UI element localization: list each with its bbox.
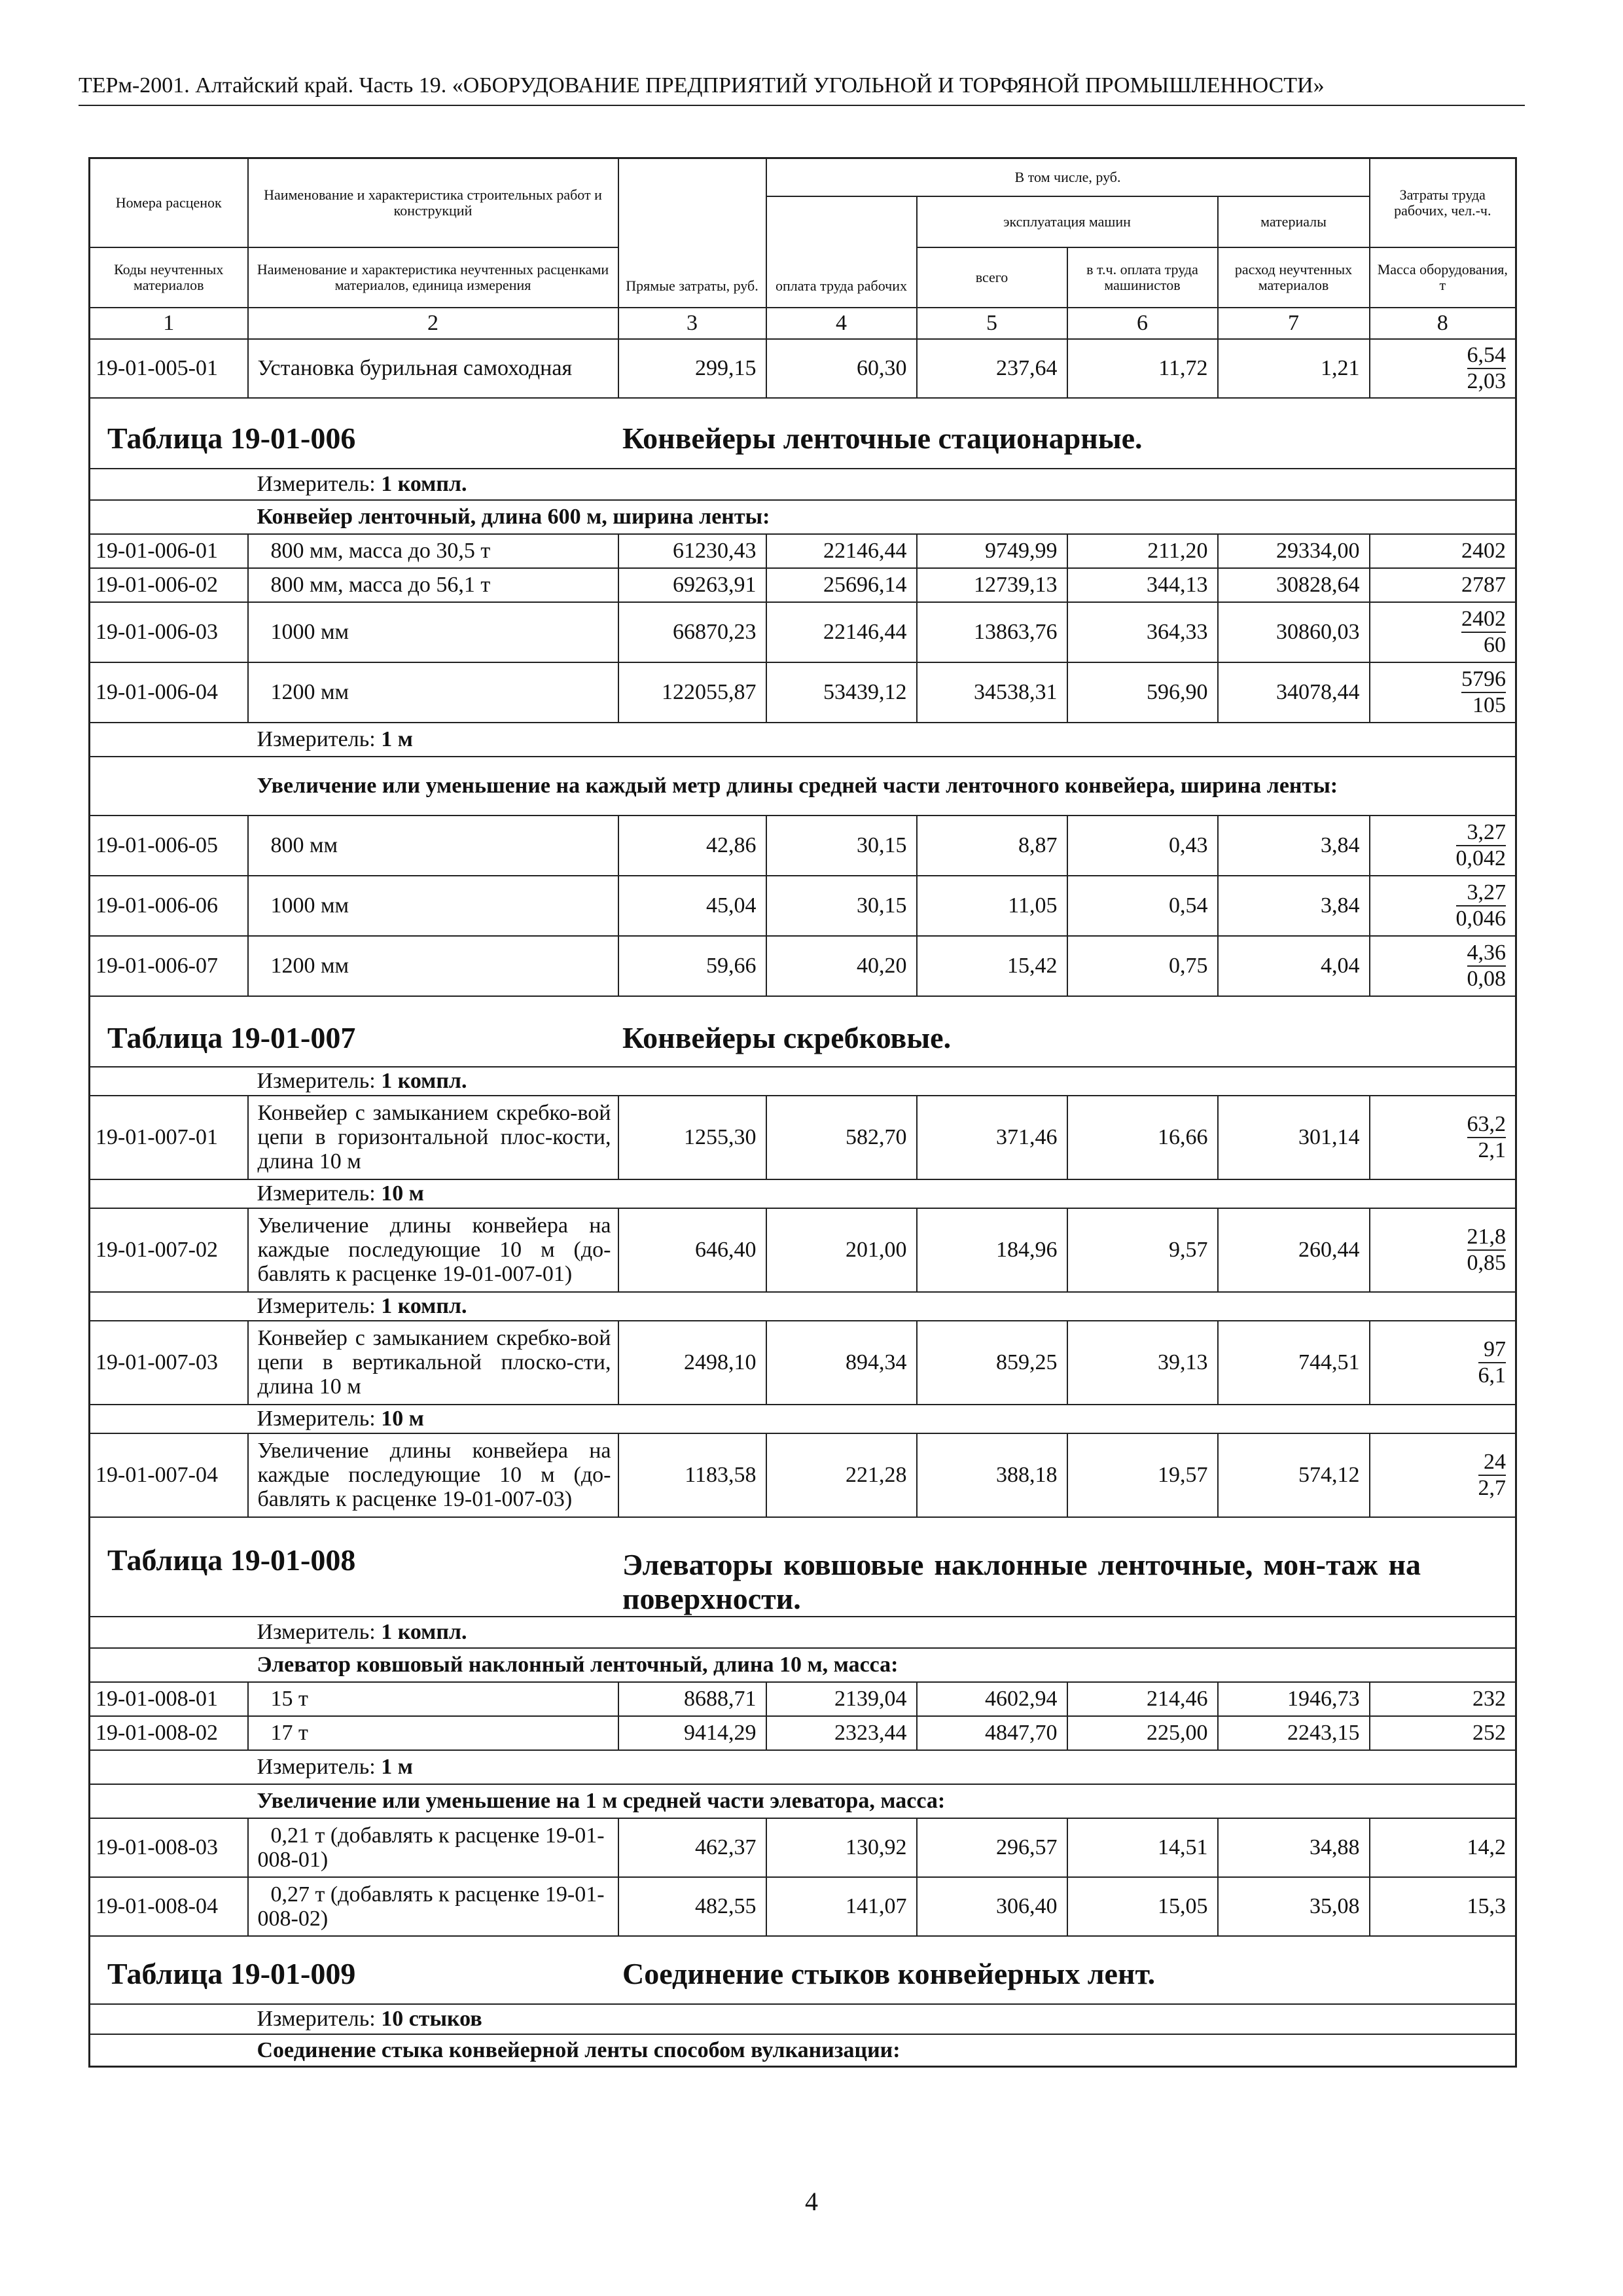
measure-label: Измеритель: <box>257 2007 376 2031</box>
table-row <box>90 876 1516 936</box>
materials: 30828,64 <box>1218 568 1370 602</box>
labor-cost: 2787 <box>1370 568 1516 602</box>
machines-labor: 0,75 <box>1067 936 1218 996</box>
labor-mass-fraction: $\frac{63,2}{2,1}$ <box>1467 1111 1507 1162</box>
col-number: 7 <box>1218 308 1370 339</box>
subheading: Элеватор ковшовый наклонный ленточный, длина 10 м, масса: <box>248 1648 1516 1682</box>
page-number: 4 <box>805 2187 818 2216</box>
machines-total: 859,25 <box>917 1321 1067 1405</box>
labor-pay: 582,70 <box>766 1096 917 1179</box>
machines-labor: 39,13 <box>1067 1321 1218 1405</box>
labor-pay: 2323,44 <box>766 1716 917 1750</box>
col1-top-header: Номера расценок <box>90 158 248 247</box>
rate-code: 19-01-007-03 <box>90 1321 248 1405</box>
rate-name: Конвейер с замыканием скребко-вой цепи в горизонтальной плос-кости, длина 10 м <box>248 1096 618 1179</box>
table-row <box>90 1818 1516 1877</box>
subheading: Соединение стыка конвейерной ленты способом вулканизации: <box>248 2034 1516 2067</box>
materials: 3,84 <box>1218 816 1370 876</box>
direct-cost: 1255,30 <box>618 1096 766 1179</box>
measure-value: 10 стыков <box>381 2007 482 2031</box>
rate-name: 1000 мм <box>248 602 618 662</box>
table-row <box>90 534 1516 568</box>
measure-label: Измеритель: <box>257 472 376 496</box>
table-title: Соединение стыков конвейерных лент. <box>622 1956 1156 1990</box>
materials: 34,88 <box>1218 1818 1370 1877</box>
rate-code: 19-01-007-01 <box>90 1096 248 1179</box>
col2-bottom-header: Наименование и характеристика неучтенных расценками материалов, единица измерения <box>248 247 618 308</box>
labor-mass-fraction: $\frac{24}{2,7}$ <box>1478 1449 1507 1500</box>
rate-code: 19-01-006-02 <box>90 568 248 602</box>
machines-total: 306,40 <box>917 1877 1067 1936</box>
rate-name: 15 т <box>248 1682 618 1716</box>
direct-cost: 9414,29 <box>618 1716 766 1750</box>
table-row <box>90 1096 1516 1179</box>
rate-name: 1200 мм <box>248 662 618 723</box>
measure-value: 10 м <box>381 1407 424 1431</box>
direct-cost: 66870,23 <box>618 602 766 662</box>
labor-cost: 14,2 <box>1370 1818 1516 1877</box>
machines-total: 34538,31 <box>917 662 1067 723</box>
machines-labor: 364,33 <box>1067 602 1218 662</box>
direct-cost: 482,55 <box>618 1877 766 1936</box>
rate-code: 19-01-007-02 <box>90 1208 248 1292</box>
table-label: Таблица 19-01-008 <box>107 1543 356 1577</box>
subheading: Увеличение или уменьшение на каждый метр длины средней части ленточного конвейера, ширина ленты: <box>248 757 1516 816</box>
measure-label: Измеритель: <box>257 727 376 751</box>
materials-use-header: расход неучтенных материалов <box>1218 247 1370 308</box>
direct-cost: 59,66 <box>618 936 766 996</box>
machines-labor: 211,20 <box>1067 534 1218 568</box>
table-title: Конвейеры скребковые. <box>622 1020 952 1054</box>
labor-mass-fraction: $\frac{3,27}{0,046}$ <box>1455 880 1507 931</box>
table-title: Элеваторы ковшовые наклонные ленточные, мон-таж на поверхности. <box>622 1547 1421 1615</box>
table-row <box>90 1682 1516 1716</box>
machines-total: 9749,99 <box>917 534 1067 568</box>
labor-cost: 15,3 <box>1370 1877 1516 1936</box>
machines-header: эксплуатация машин <box>917 196 1218 247</box>
labor-cost-header: Затраты труда рабочих, чел.-ч. <box>1370 158 1516 247</box>
labor-mass-fraction: $\frac{21,8}{0,85}$ <box>1467 1224 1507 1275</box>
direct-cost: 42,86 <box>618 816 766 876</box>
measure-label: Измеритель: <box>257 1407 376 1431</box>
labor-mass-fraction: $\frac{4,36}{0,08}$ <box>1467 940 1507 991</box>
materials: 2243,15 <box>1218 1716 1370 1750</box>
materials: 29334,00 <box>1218 534 1370 568</box>
labor-mass-fraction: $\frac{5796}{105}$ <box>1461 666 1507 717</box>
table-title: Конвейеры ленточные стационарные. <box>622 421 1143 455</box>
labor-pay: 30,15 <box>766 816 917 876</box>
direct-cost: 45,04 <box>618 876 766 936</box>
table-row <box>90 568 1516 602</box>
machines-total: 11,05 <box>917 876 1067 936</box>
rate-name: Увеличение длины конвейера на каждые последующие 10 м (до-бавлять к расценке 19-01-007-03) <box>248 1433 618 1517</box>
table-row <box>90 1716 1516 1750</box>
col1-bottom-header: Коды неучтенных материалов <box>90 247 248 308</box>
rate-name: Конвейер с замыканием скребко-вой цепи в вертикальной плоско-сти, длина 10 м <box>248 1321 618 1405</box>
direct-cost: 8688,71 <box>618 1682 766 1716</box>
materials: 301,14 <box>1218 1096 1370 1179</box>
measure-label: Измеритель: <box>257 1620 376 1644</box>
materials: 260,44 <box>1218 1208 1370 1292</box>
measure-value: 1 компл. <box>381 472 467 496</box>
direct-cost: 69263,91 <box>618 568 766 602</box>
mass-header: Масса оборудования, т <box>1370 247 1516 308</box>
col-number: 8 <box>1370 308 1516 339</box>
col2-top-header: Наименование и характеристика строительных работ и конструкций <box>248 158 618 247</box>
rate-name: 17 т <box>248 1716 618 1750</box>
col-number: 4 <box>766 308 917 339</box>
labor-cost: 252 <box>1370 1716 1516 1750</box>
machines-labor: 16,66 <box>1067 1096 1218 1179</box>
materials: 1946,73 <box>1218 1682 1370 1716</box>
rate-code: 19-01-005-01 <box>90 339 248 398</box>
direct-cost: 2498,10 <box>618 1321 766 1405</box>
machines-total: 371,46 <box>917 1096 1067 1179</box>
rate-name: 1000 мм <box>248 876 618 936</box>
rate-name: Установка бурильная самоходная <box>248 339 618 398</box>
col-number: 1 <box>90 308 248 339</box>
measure-value: 1 компл. <box>381 1294 467 1318</box>
labor-pay: 22146,44 <box>766 534 917 568</box>
materials: 35,08 <box>1218 1877 1370 1936</box>
measure-label: Измеритель: <box>257 1181 376 1206</box>
labor-pay: 201,00 <box>766 1208 917 1292</box>
machines-total: 296,57 <box>917 1818 1067 1877</box>
machines-total: 15,42 <box>917 936 1067 996</box>
machines-total: 8,87 <box>917 816 1067 876</box>
table-label: Таблица 19-01-006 <box>107 421 356 455</box>
table-label: Таблица 19-01-009 <box>107 1956 356 1990</box>
labor-pay: 2139,04 <box>766 1682 917 1716</box>
rate-name: 800 мм <box>248 816 618 876</box>
machines-total-header: всего <box>917 247 1067 308</box>
rate-name: 1200 мм <box>248 936 618 996</box>
labor-pay: 22146,44 <box>766 602 917 662</box>
rate-code: 19-01-008-01 <box>90 1682 248 1716</box>
labor-pay: 30,15 <box>766 876 917 936</box>
labor-pay: 141,07 <box>766 1877 917 1936</box>
rate-code: 19-01-006-07 <box>90 936 248 996</box>
machines-labor: 0,54 <box>1067 876 1218 936</box>
rate-code: 19-01-006-03 <box>90 602 248 662</box>
measure-value: 1 компл. <box>381 1620 467 1644</box>
machines-total: 4602,94 <box>917 1682 1067 1716</box>
rate-code: 19-01-008-04 <box>90 1877 248 1936</box>
labor-mass-fraction: $\frac{97}{6,1}$ <box>1478 1336 1507 1388</box>
machines-labor-header: в т.ч. оплата труда машинистов <box>1067 247 1218 308</box>
table-row <box>90 1208 1516 1292</box>
direct-cost: 462,37 <box>618 1818 766 1877</box>
machines-labor: 19,57 <box>1067 1433 1218 1517</box>
measure-value: 1 компл. <box>381 1069 467 1093</box>
col-number: 6 <box>1067 308 1218 339</box>
labor-mass-fraction: $\frac{3,27}{0,042}$ <box>1455 819 1507 870</box>
rate-name: 0,21 т (добавлять к расценке 19-01-008-01) <box>248 1818 618 1877</box>
materials-header: материалы <box>1218 196 1370 247</box>
incl-header: В том числе, руб. <box>766 158 1370 196</box>
materials: 34078,44 <box>1218 662 1370 723</box>
rate-code: 19-01-006-06 <box>90 876 248 936</box>
machines-labor: 11,72 <box>1067 339 1218 398</box>
machines-total: 13863,76 <box>917 602 1067 662</box>
labor-pay: 894,34 <box>766 1321 917 1405</box>
rate-name: 800 мм, масса до 56,1 т <box>248 568 618 602</box>
rate-code: 19-01-006-04 <box>90 662 248 723</box>
labor-mass-fraction: $\frac{2402}{60}$ <box>1461 606 1507 657</box>
materials: 3,84 <box>1218 876 1370 936</box>
materials: 744,51 <box>1218 1321 1370 1405</box>
table-row <box>90 1433 1516 1517</box>
labor-pay: 221,28 <box>766 1433 917 1517</box>
col-number: 5 <box>917 308 1067 339</box>
machines-total: 12739,13 <box>917 568 1067 602</box>
labor-pay: 25696,14 <box>766 568 917 602</box>
machines-labor: 225,00 <box>1067 1716 1218 1750</box>
labor-mass-fraction: $\frac{6,54}{2,03}$ <box>1467 342 1507 393</box>
table-row <box>90 936 1516 996</box>
subheading: Конвейер ленточный, длина 600 м, ширина ленты: <box>248 500 1516 534</box>
rate-code: 19-01-007-04 <box>90 1433 248 1517</box>
measure-value: 1 м <box>381 727 413 751</box>
machines-total: 237,64 <box>917 339 1067 398</box>
machines-labor: 14,51 <box>1067 1818 1218 1877</box>
rates-table <box>88 157 1517 2068</box>
rate-name: 800 мм, масса до 30,5 т <box>248 534 618 568</box>
machines-total: 388,18 <box>917 1433 1067 1517</box>
table-row <box>90 1321 1516 1405</box>
table-row <box>90 339 1516 398</box>
direct-cost: 646,40 <box>618 1208 766 1292</box>
running-header: ТЕРм-2001. Алтайский край. Часть 19. «ОБОРУДОВАНИЕ ПРЕДПРИЯТИЙ УГОЛЬНОЙ И ТОРФЯНОЙ ПРОМЫШЛЕННОСТИ» <box>79 73 1525 106</box>
labor-pay: 40,20 <box>766 936 917 996</box>
machines-total: 4847,70 <box>917 1716 1067 1750</box>
labor-pay: 53439,12 <box>766 662 917 723</box>
rate-code: 19-01-006-01 <box>90 534 248 568</box>
table-row <box>90 662 1516 723</box>
rate-name: 0,27 т (добавлять к расценке 19-01-008-02) <box>248 1877 618 1936</box>
rate-code: 19-01-006-05 <box>90 816 248 876</box>
table-label: Таблица 19-01-007 <box>107 1020 356 1054</box>
measure-label: Измеритель: <box>257 1755 376 1779</box>
measure-value: 1 м <box>381 1755 413 1779</box>
materials: 30860,03 <box>1218 602 1370 662</box>
direct-cost: 61230,43 <box>618 534 766 568</box>
labor-cost: 232 <box>1370 1682 1516 1716</box>
table-row <box>90 816 1516 876</box>
measure-value: 10 м <box>381 1181 424 1206</box>
measure-label: Измеритель: <box>257 1294 376 1318</box>
rate-code: 19-01-008-02 <box>90 1716 248 1750</box>
table-row <box>90 602 1516 662</box>
rate-code: 19-01-008-03 <box>90 1818 248 1877</box>
machines-total: 184,96 <box>917 1208 1067 1292</box>
direct-cost-header: Прямые затраты, руб. <box>618 158 766 308</box>
direct-cost: 1183,58 <box>618 1433 766 1517</box>
labor-pay: 60,30 <box>766 339 917 398</box>
labor-cost: 2402 <box>1370 534 1516 568</box>
col-number: 3 <box>618 308 766 339</box>
machines-labor: 596,90 <box>1067 662 1218 723</box>
machines-labor: 0,43 <box>1067 816 1218 876</box>
table-row <box>90 1877 1516 1936</box>
machines-labor: 344,13 <box>1067 568 1218 602</box>
direct-cost: 122055,87 <box>618 662 766 723</box>
labor-header: оплата труда рабочих <box>766 196 917 308</box>
subheading: Увеличение или уменьшение на 1 м средней части элеватора, масса: <box>248 1784 1516 1818</box>
materials: 574,12 <box>1218 1433 1370 1517</box>
labor-pay: 130,92 <box>766 1818 917 1877</box>
materials: 4,04 <box>1218 936 1370 996</box>
materials: 1,21 <box>1218 339 1370 398</box>
col-number: 2 <box>248 308 618 339</box>
machines-labor: 9,57 <box>1067 1208 1218 1292</box>
measure-label: Измеритель: <box>257 1069 376 1093</box>
direct-cost: 299,15 <box>618 339 766 398</box>
machines-labor: 15,05 <box>1067 1877 1218 1936</box>
rate-name: Увеличение длины конвейера на каждые последующие 10 м (до-бавлять к расценке 19-01-007-01) <box>248 1208 618 1292</box>
machines-labor: 214,46 <box>1067 1682 1218 1716</box>
